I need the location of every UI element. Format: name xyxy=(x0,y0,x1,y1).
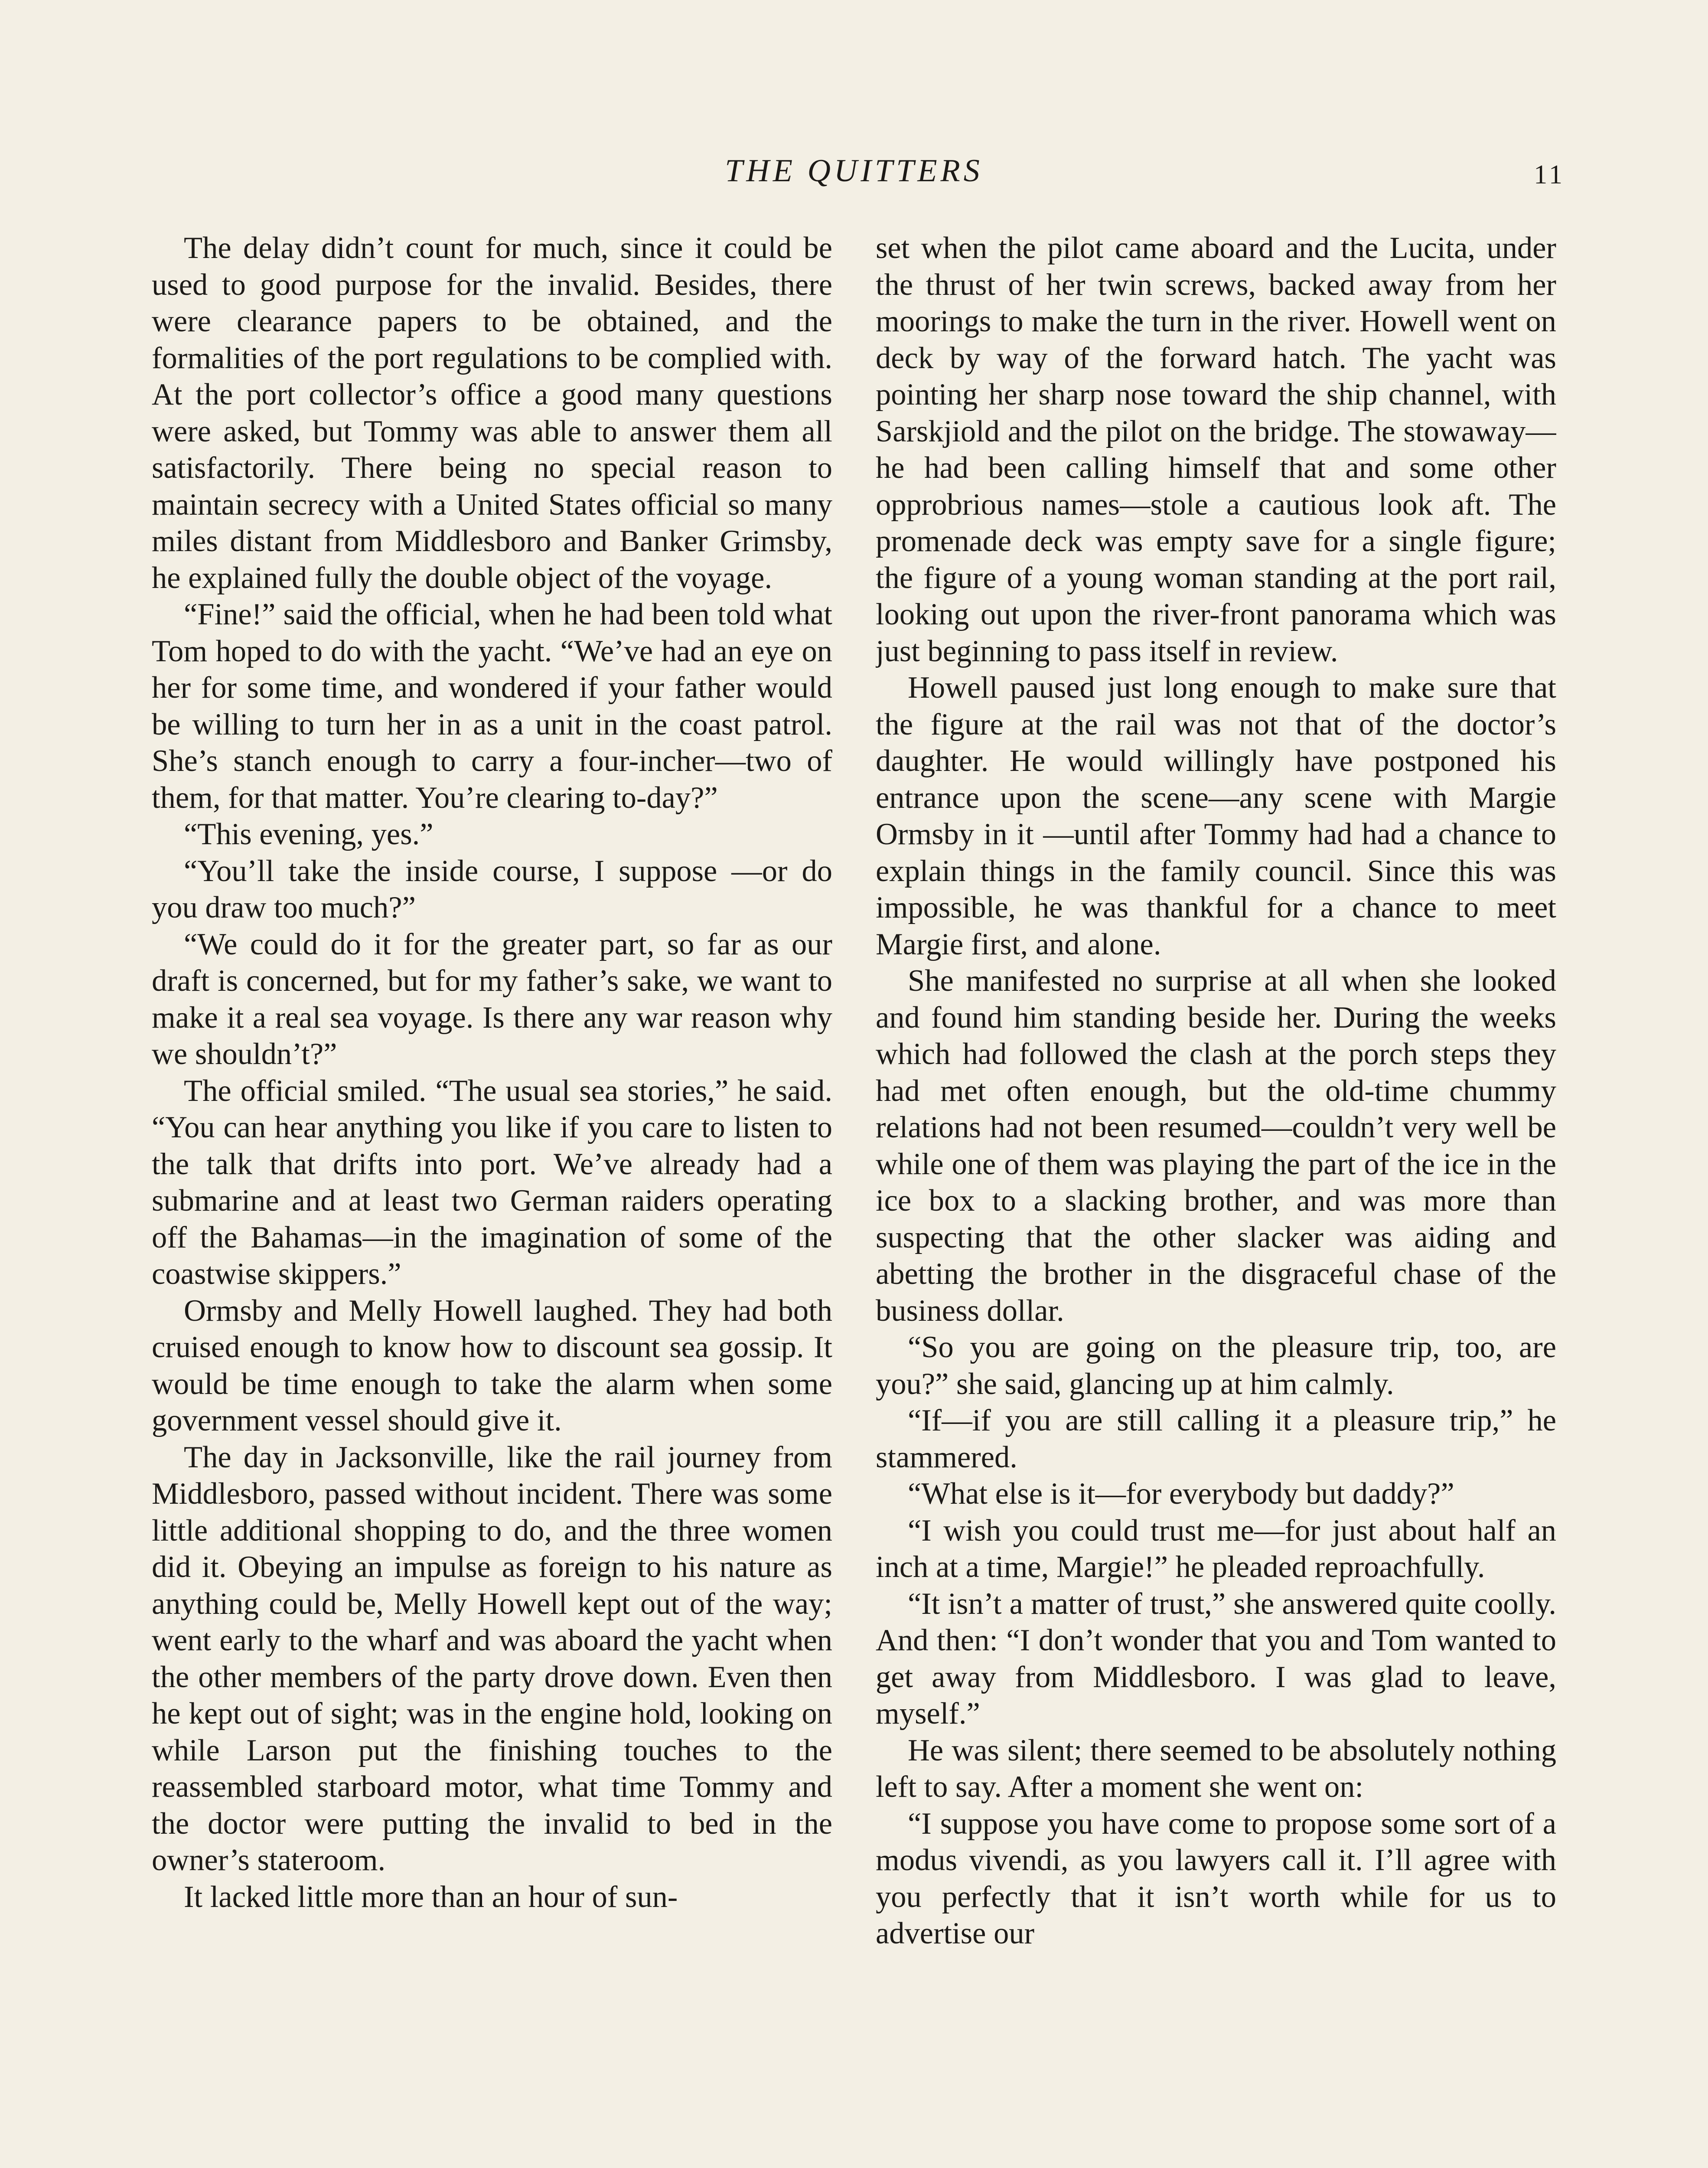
paragraph: “It isn’t a matter of trust,” she answered quite coolly. And then: “I don’t wonder that you and Tom wanted to get away from Middlesboro. I was glad to leave, myself.” xyxy=(876,1587,1556,1730)
paragraph: Howell paused just long enough to make sure that the figure at the rail was not that of the doctor’s daughter. He would willingly have postponed his entrance upon the scene—any scene with Margie Ormsby in it —until after Tommy had had a chance to explain things in the family council. Since this was impossible, he was thankful for a chance to meet Margie first, and alone. xyxy=(876,671,1556,961)
left-column xyxy=(152,230,832,2168)
paragraph: She manifested no surprise at all when she looked and found him standing beside her. During the weeks which had followed the clash at the porch steps they had met often enough, but the old-time chummy relations had not been resumed—couldn’t very well be while one of them was playing the part of the ice in the ice box to a slacking brother, and was more than suspecting that the other slacker was aiding and abetting the brother in the disgraceful chase of the business dollar. xyxy=(876,964,1556,1328)
paragraph: The delay didn’t count for much, since it could be used to good purpose for the invalid. Besides, there were clearance papers to be obtained, and the formalities of the port regulations to be complied with. At the port collector’s office a good many questions were asked, but Tommy was able to answer them all satisfactorily. There being no special reason to maintain secrecy with a United States official so many miles distant from Middlesboro and Banker Grimsby, he explained fully the double object of the voyage. xyxy=(152,231,832,595)
paragraph: He was silent; there seemed to be absolutely nothing left to say. After a moment she went on: xyxy=(876,1733,1556,1804)
paragraph: “I wish you could trust me—for just about half an inch at a time, Margie!” he pleaded reproachfully. xyxy=(876,1513,1556,1584)
paragraph: “What else is it—for everybody but daddy?” xyxy=(908,1477,1454,1511)
page-number: 11 xyxy=(1534,160,1565,189)
paragraph: The official smiled. “The usual sea stories,” he said. “You can hear anything you like if you care to listen to the talk that drifts into port. We’ve already had a submarine and at least two German raiders operating off the Bahamas—in the imagination of some of the coastwise skippers.” xyxy=(152,1074,832,1291)
right-column xyxy=(876,230,1556,2168)
paragraph: “I suppose you have come to propose some sort of a modus vivendi, as you lawyers call it. I’ll agree with you perfectly that it isn’t worth while for us to advertise our xyxy=(876,1806,1556,1950)
paragraph: “You’ll take the inside course, I suppose —or do you draw too much?” xyxy=(152,854,832,924)
continued-paragraph: set when the pilot came aboard and the Lucita, under the thrust of her twin screws, backed away from her moorings to make the turn in the river. Howell went on deck by way of the forward hatch. The yacht was pointing her sharp nose toward the ship channel, with Sarskjiold and the pilot on the bridge. The stowaway—he had been calling himself that and some other opprobrious names—stole a cautious look aft. The promenade deck was empty save for a single figure; the figure of a young woman standing at the port rail, looking out upon the river-front panorama which was just beginning to pass itself in review. xyxy=(876,231,1556,668)
paragraph: “This evening, yes.” xyxy=(184,817,434,851)
paragraph: “Fine!” said the official, when he had been told what Tom hoped to do with the yacht. “We’ve had an eye on her for some time, and wondered if your father would be willing to turn her in as a unit in the coast patrol. She’s stanch enough to carry a four-incher—two of them, for that matter. You’re clearing to-day?” xyxy=(152,598,832,815)
paragraph: “If—if you are still calling it a pleasure trip,” he stammered. xyxy=(876,1404,1556,1474)
paragraph: It lacked little more than an hour of sun- xyxy=(184,1880,678,1914)
paragraph: Ormsby and Melly Howell laughed. They had both cruised enough to know how to discount sea gossip. It would be time enough to take the alarm when some government vessel should give it. xyxy=(152,1293,832,1437)
running-head-title: THE QUITTERS xyxy=(725,153,983,189)
paragraph: “So you are going on the pleasure trip, too, are you?” she said, glancing up at him calmly. xyxy=(876,1330,1556,1401)
paragraph: “We could do it for the greater part, so far as our draft is concerned, but for my father’s sake, we want to make it a real sea voyage. Is there any war reason why we shouldn’t?” xyxy=(152,927,832,1071)
paragraph: The day in Jacksonville, like the rail journey from Middlesboro, passed without incident. There was some little additional shopping to do, and the three women did it. Obeying an impulse as foreign to his nature as anything could be, Melly Howell kept out of the way; went early to the wharf and was aboard the yacht when the other members of the party drove down. Even then he kept out of sight; was in the engine hold, looking on while Larson put the finishing touches to the reassembled starboard motor, what time Tommy and the doctor were putting the invalid to bed in the owner’s stateroom. xyxy=(152,1440,832,1877)
